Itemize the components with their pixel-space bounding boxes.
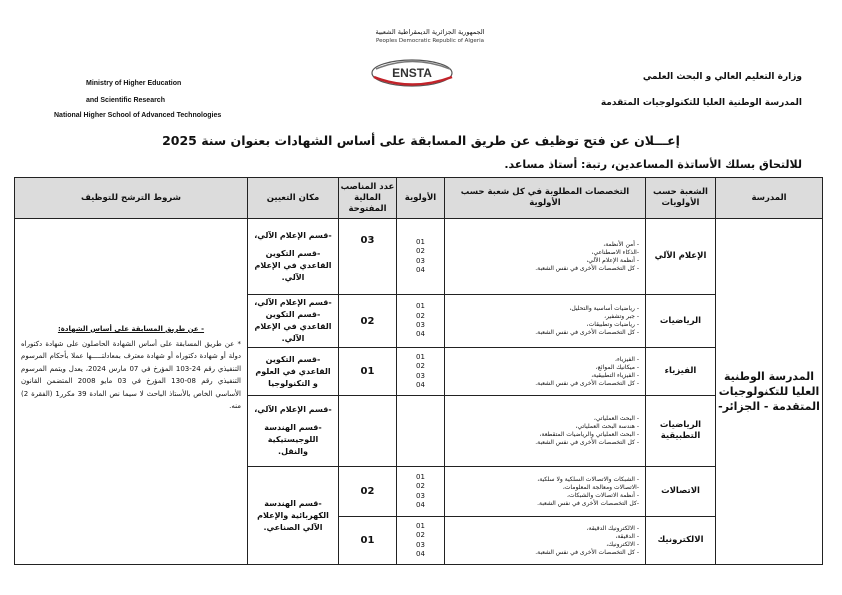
specialty-item: - الشبكات والاتصالات السلكية ولا سلكية، xyxy=(537,475,639,483)
specialty-item: - الدقيقة، xyxy=(615,532,639,540)
priority-value: 03 xyxy=(416,540,425,549)
posts-cell: 02 xyxy=(339,467,397,517)
priority-cell xyxy=(397,396,445,467)
recruitment-table xyxy=(14,177,823,565)
place-item: -قسم الإعلام الآلي، xyxy=(254,230,332,240)
branch-cell: الالكترونيك xyxy=(646,517,716,565)
priority-cell xyxy=(397,219,445,295)
specialty-item: - أنظمة الإعلام الآلي، xyxy=(586,256,639,264)
header-place: مكان التعيين xyxy=(248,178,339,219)
priority-cell xyxy=(397,467,445,517)
header-posts: عدد المناصب المالية المفتوحة xyxy=(339,178,397,219)
specialty-item: - كل التخصصات الأخرى في نفس الشعبة. xyxy=(535,329,639,336)
ministry-name-ar: وزارة التعليم العالي و البحث العلمي xyxy=(642,72,802,82)
specialty-item: - الالكترونيك الدقيقة، xyxy=(586,524,639,532)
specialties-cell xyxy=(445,295,646,348)
announcement-subtitle: للالتحاق بسلك الأساتذة المساعدين، رتبة: أستاذ مساعد. xyxy=(504,158,802,171)
priority-value: 01 xyxy=(416,352,425,361)
ensta-logo xyxy=(368,56,456,92)
header-branch: الشعبة حسب الأولويات xyxy=(646,178,716,219)
posts-cell: 01 xyxy=(339,348,397,396)
republic-name-ar: الجمهورية الجزائرية الديمقراطية الشعبية xyxy=(375,28,485,36)
place-cell xyxy=(248,348,339,396)
place-item: -قسم الهندسة الكهربائية والإعلام الآلي الصناعي. xyxy=(257,498,329,532)
specialty-item: - كل التخصصات الأخرى في نفس الشعبة. xyxy=(535,439,639,446)
place-item: -قسم التكوين القاعدي في العلوم و التكنولوجيا xyxy=(255,354,331,388)
specialty-item: - رياضيات وتطبيقات، xyxy=(586,321,639,328)
specialties-cell xyxy=(445,396,646,467)
specialties-cell xyxy=(445,219,646,295)
priority-value: 04 xyxy=(416,380,425,389)
place-item: -قسم الهندسة اللوجيستيكية والنقل. xyxy=(264,423,322,456)
priority-cell xyxy=(397,517,445,565)
logo-text: ENSTA xyxy=(392,66,432,80)
priority-value: 03 xyxy=(416,321,425,329)
place-cell xyxy=(248,219,339,295)
place-item: -قسم الإعلام الآلي، xyxy=(254,298,332,307)
priority-value: 01 xyxy=(416,521,425,530)
priority-value: 03 xyxy=(416,371,425,380)
priority-value: 03 xyxy=(416,256,425,265)
specialty-item: - كل التخصصات الأخرى في نفس الشعبة. xyxy=(535,379,639,387)
priority-value: 04 xyxy=(416,549,425,558)
specialty-item: - أمن الأنظمة، xyxy=(603,240,639,248)
school-name-ar: المدرسة الوطنية العليا للتكنولوجيات المتقدمة xyxy=(600,98,802,108)
priority-cell xyxy=(397,295,445,348)
priority-value: 04 xyxy=(416,330,425,339)
header-conditions: شروط الترشح للتوظيف xyxy=(15,178,248,219)
specialty-item: - كل التخصصات الأخرى في نفس الشعبة. xyxy=(535,264,639,272)
specialty-item: -كل التخصصات الأخرى في نفس الشعبة. xyxy=(537,499,639,507)
specialties-cell xyxy=(445,348,646,396)
specialty-item: -الاتصالات ومعالجة المعلومات، xyxy=(562,483,639,491)
place-item: -قسم التكوين القاعدي في الإعلام الآلي. xyxy=(254,310,332,343)
priority-value: 01 xyxy=(416,472,425,481)
priority-value: 02 xyxy=(416,311,425,320)
branch-cell: الإعلام الآلي xyxy=(646,219,716,295)
header-specialties: التخصصات المطلوبة في كل شعبة حسب الأولوية xyxy=(445,178,646,219)
specialties-cell xyxy=(445,517,646,565)
ministry-en-line1: Ministry of Higher Education xyxy=(86,80,182,87)
priority-value: 02 xyxy=(416,362,425,371)
specialty-item: - جبر وتشفير، xyxy=(604,313,639,320)
priority-value: 01 xyxy=(416,302,425,311)
specialty-item: - الفيزياء، xyxy=(615,355,639,363)
specialty-item: - ميكانيك الموائع، xyxy=(595,363,639,371)
specialty-item: -الذكاء الاصطناعي، xyxy=(591,248,639,256)
announcement-title: إعـــلان عن فتح توظيف عن طريق المسابقة على أساس الشهادات بعنوان سنة 2025 xyxy=(162,133,680,148)
place-item: -قسم التكوين القاعدي في الإعلام الآلي. xyxy=(254,248,332,282)
branch-cell: الرياضيات التطبيقية xyxy=(646,396,716,467)
specialty-item: - الفيزياء التطبيقية، xyxy=(591,371,639,379)
specialty-item: - كل التخصصات الأخرى في نفس الشعبة. xyxy=(535,548,639,556)
place-cell xyxy=(248,295,339,348)
priority-value: 03 xyxy=(416,491,425,500)
posts-cell: 03 xyxy=(339,219,397,295)
specialty-item: - هندسة البحث العملياتي، xyxy=(575,423,639,430)
conditions-text: * عن طريق المسابقة على أساس الشهادة الحاصلون على شهادة دكتوراه دولة أو شهادة دكتوراه أو شهادة معترف بمعادلتـــــها عملا بأحكام المرسوم التنفيذي رقم 24-103 المؤرخ في 07 مارس 2024، يعدل ويتمم المرسوم التنفيذي رقم 08-130 المؤرخ في 03 مايو 2008 المتضمن القانون الأساسي الخاص بالأستاذ الباحث لا سيما نص المادة 39 مكرر1 (الفقرة 2) منه. xyxy=(21,339,242,410)
place-cell xyxy=(248,396,339,467)
specialty-item: - البحث العملياتي والرياضيات المتقطعة، xyxy=(539,431,639,438)
school-cell: المدرسة الوطنية العليا للتكنولوجيات المتقدمة - الجزائر- xyxy=(716,219,823,565)
branch-cell: الفيزياء xyxy=(646,348,716,396)
priority-value: 02 xyxy=(416,531,425,540)
branch-cell: الرياضيات xyxy=(646,295,716,348)
posts-cell: 01 xyxy=(339,517,397,565)
priority-value: 04 xyxy=(416,500,425,509)
priority-cell xyxy=(397,348,445,396)
header-priority: الأولوية xyxy=(397,178,445,219)
posts-cell: 02 xyxy=(339,295,397,348)
posts-cell xyxy=(339,396,397,467)
ministry-en-line2: and Scientific Research xyxy=(86,97,165,104)
priority-value: 01 xyxy=(416,237,425,246)
place-cell xyxy=(248,467,339,565)
specialty-item: - رياضيات أساسية والتحليل، xyxy=(569,305,639,312)
school-name-en: National Higher School of Advanced Technologies xyxy=(54,112,222,119)
specialty-item: - الالكترونيك، xyxy=(606,540,639,548)
conditions-cell xyxy=(15,219,248,565)
header-school: المدرسة xyxy=(716,178,823,219)
specialty-item: - أنظمة الاتصالات والشبكات، xyxy=(567,491,639,499)
specialty-item: - البحث العملياتي، xyxy=(593,415,639,422)
priority-value: 02 xyxy=(416,247,425,256)
branch-cell: الاتصالات xyxy=(646,467,716,517)
place-item: -قسم الإعلام الآلي، xyxy=(254,405,332,414)
table-row xyxy=(15,219,823,295)
conditions-title: - عن طريق المسابقة على أساس الشهادة: xyxy=(57,325,205,333)
priority-value: 04 xyxy=(416,265,425,274)
priority-value: 02 xyxy=(416,482,425,491)
table-header-row xyxy=(15,178,823,219)
republic-name-en: Peoples Democratic Republic of Algeria xyxy=(376,38,484,44)
specialties-cell xyxy=(445,467,646,517)
